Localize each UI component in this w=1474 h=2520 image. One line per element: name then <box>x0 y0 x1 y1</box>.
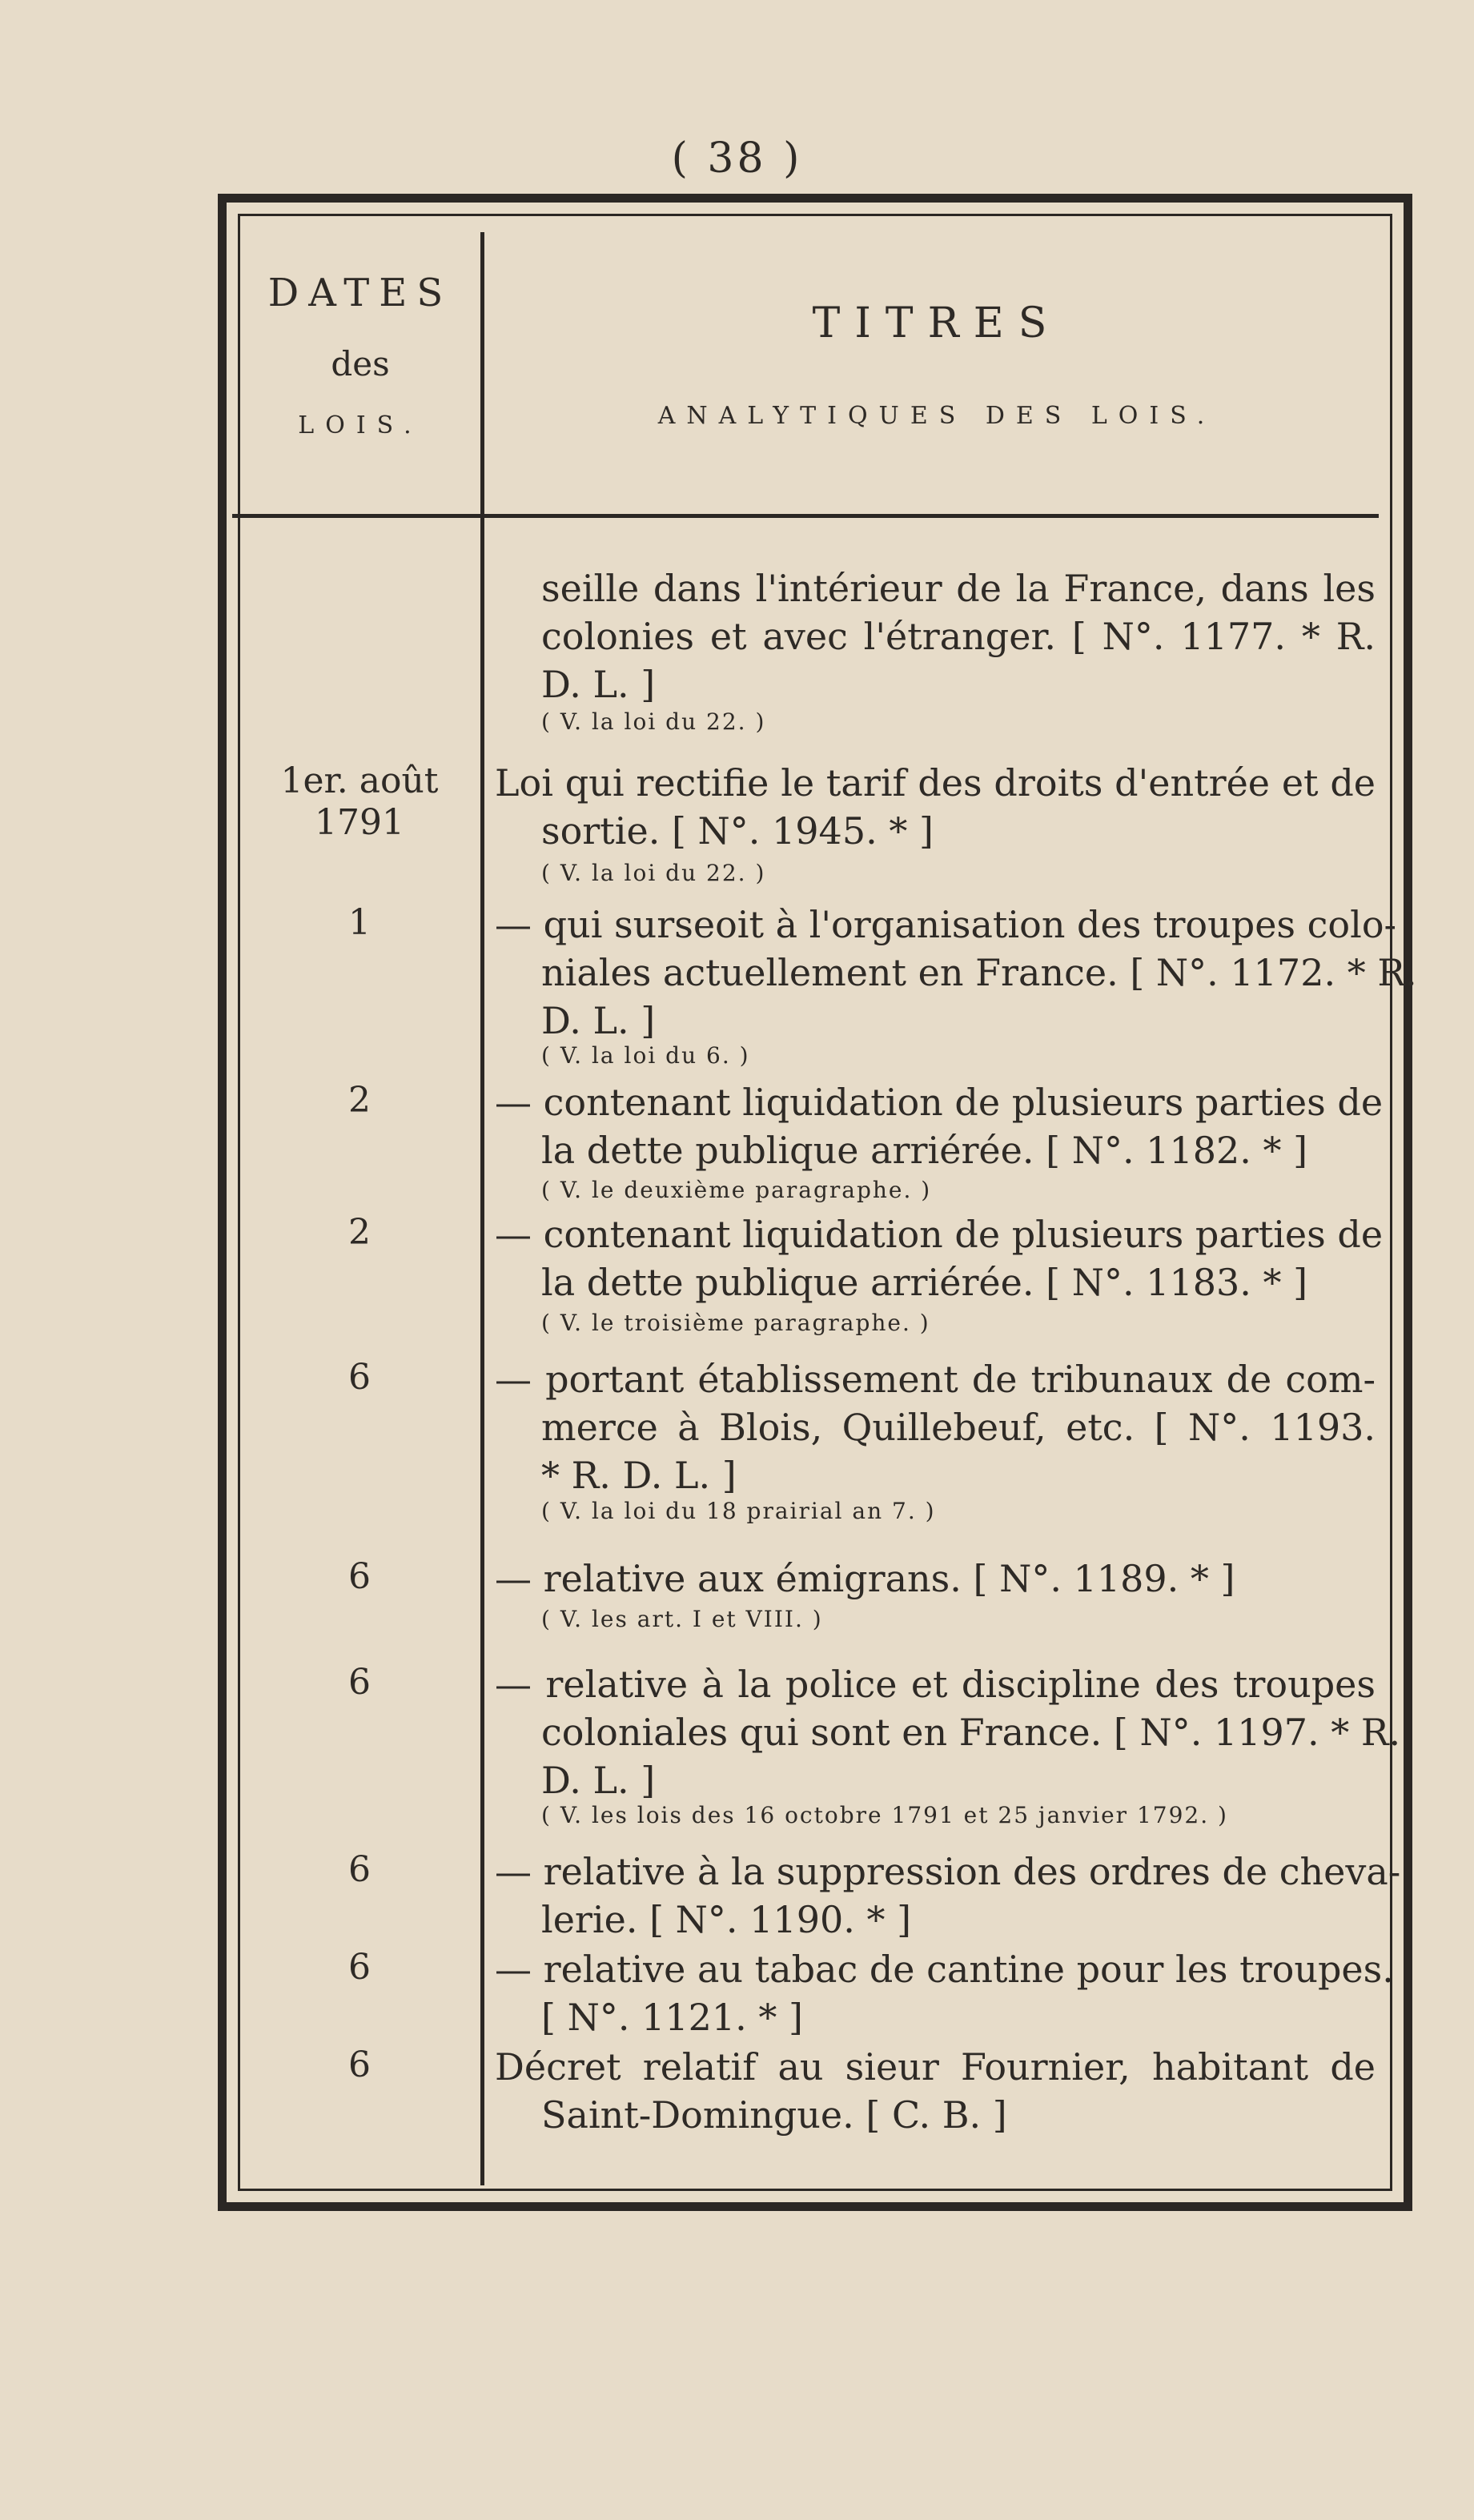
entry-line: coloniales qui sont en France. [ N°. 1197. * R. <box>541 1711 1401 1754</box>
law-date: 2 <box>348 1080 371 1121</box>
law-reference: ( V. la loi du 22. ) <box>541 860 766 886</box>
page-number: ( 38 ) <box>671 134 803 183</box>
entry-line: la dette publique arriérée. [ N°. 1182. * ] <box>541 1129 1308 1172</box>
entry-line: D. L. ] <box>541 999 656 1042</box>
column-divider <box>480 232 484 2185</box>
law-entry <box>495 1355 1376 1499</box>
law-date: 1er. août <box>280 760 439 801</box>
law-entry <box>495 759 1376 855</box>
entry-line: lerie. [ N°. 1190. * ] <box>541 1898 912 1941</box>
titres-heading: TITRES <box>812 299 1062 347</box>
entry-line: — qui surseoit à l'organisation des troupes colo- <box>495 903 1397 946</box>
entry-line: la dette publique arriérée. [ N°. 1183. * ] <box>541 1261 1308 1304</box>
law-reference: ( V. la loi du 22. ) <box>541 708 766 735</box>
entry-line: — relative au tabac de cantine pour les troupes. <box>495 1948 1394 1991</box>
entry-line: — portant établissement de tribunaux de com- <box>495 1358 1376 1401</box>
law-entry <box>495 1555 1376 1603</box>
law-date: 6 <box>348 1556 371 1597</box>
header-divider <box>232 514 1379 518</box>
entry-line: merce à Blois, Quillebeuf, etc. [ N°. 1193. <box>541 1406 1376 1449</box>
law-entry <box>495 1210 1384 1306</box>
law-reference: ( V. le deuxième paragraphe. ) <box>541 1177 932 1203</box>
law-date: 6 <box>348 1662 371 1703</box>
law-reference: ( V. la loi du 6. ) <box>541 1042 750 1069</box>
entry-line: — relative aux émigrans. [ N°. 1189. * ] <box>495 1557 1235 1600</box>
law-entry <box>495 564 1376 708</box>
entry-line: — contenant liquidation de plusieurs parties de <box>495 1213 1384 1256</box>
law-entry <box>495 901 1417 1045</box>
entry-line: D. L. ] <box>541 663 656 706</box>
law-date: 1 <box>348 902 371 943</box>
entry-line: Décret relatif au sieur Fournier, habitant de <box>495 2045 1376 2089</box>
entry-line: sortie. [ N°. 1945. * ] <box>541 809 934 853</box>
law-date: 6 <box>348 2044 371 2085</box>
entry-line: colonies et avec l'étranger. [ N°. 1177. * R. <box>541 615 1376 658</box>
entry-line: seille dans l'intérieur de la France, dans les <box>541 567 1376 610</box>
law-year: 1791 <box>315 802 404 843</box>
entry-line: — contenant liquidation de plusieurs parties de <box>495 1081 1384 1124</box>
law-entry <box>495 1078 1384 1174</box>
law-reference: ( V. les lois des 16 octobre 1791 et 25 janvier 1792. ) <box>541 1802 1228 1828</box>
law-reference: ( V. le troisième paragraphe. ) <box>541 1310 930 1336</box>
law-entry <box>495 1945 1394 2041</box>
entry-line: niales actuellement en France. [ N°. 1172. * R. <box>541 951 1417 994</box>
law-date: 6 <box>348 1947 371 1988</box>
entry-line: * R. D. L. ] <box>541 1454 737 1497</box>
law-entry <box>495 1660 1401 1804</box>
lois-heading: LOIS. <box>298 411 423 439</box>
law-entry <box>495 2043 1376 2139</box>
law-date: 6 <box>348 1849 371 1890</box>
law-date: 6 <box>348 1357 371 1398</box>
law-reference: ( V. la loi du 18 prairial an 7. ) <box>541 1498 936 1524</box>
des-heading: des <box>331 344 390 383</box>
law-date: 2 <box>348 1212 371 1253</box>
entry-line: [ N°. 1121. * ] <box>541 1996 803 2039</box>
dates-heading: DATES <box>267 271 453 315</box>
entry-line: Saint-Domingue. [ C. B. ] <box>541 2093 1007 2137</box>
entry-line: — relative à la suppression des ordres de cheva- <box>495 1850 1401 1893</box>
law-reference: ( V. les art. I et VIII. ) <box>541 1606 823 1632</box>
law-entry <box>495 1848 1401 1944</box>
entry-line: — relative à la police et discipline des troupes <box>495 1663 1376 1706</box>
entry-line: D. L. ] <box>541 1759 656 1802</box>
entry-line: Loi qui rectifie le tarif des droits d'entrée et de <box>495 761 1376 805</box>
analytiques-heading: ANALYTIQUES DES LOIS. <box>657 402 1216 430</box>
